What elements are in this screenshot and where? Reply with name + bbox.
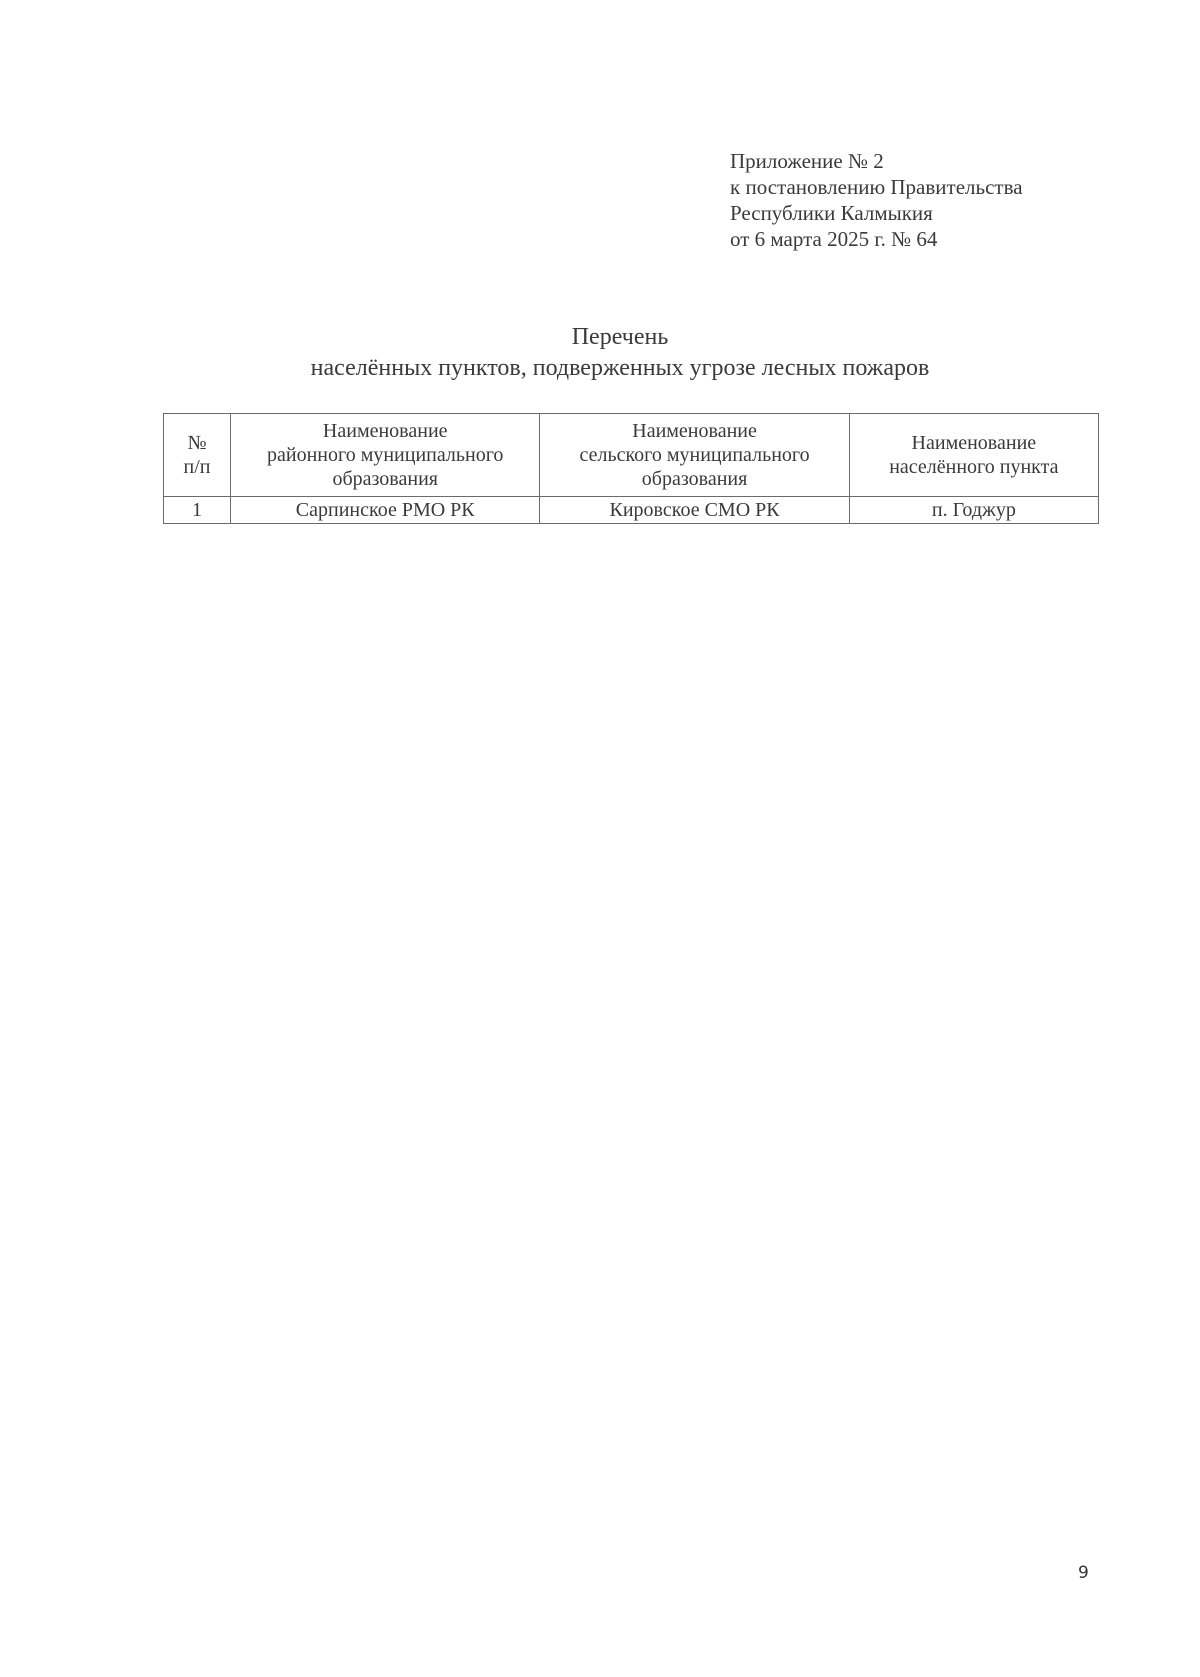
header-settlement [849,414,1098,497]
header-rural-line-3: образования [641,468,748,490]
header-number-line-1: № [187,432,207,454]
header-district-line-3: образования [332,468,438,490]
header-district-line-1: Наименование [322,420,448,442]
document-title: Перечень [571,324,669,350]
table-header-row [164,414,1099,497]
appendix-line-2: к постановлению Правительства [730,175,1023,199]
appendix-header [730,148,1023,252]
appendix-line-4: от 6 марта 2025 г. № 64 [730,227,938,251]
document-subtitle: населённых пунктов, подверженных угрозе лесных пожаров [310,355,930,381]
cell-rural: Кировское СМО РК [540,497,849,524]
header-rural-line-2: сельского муниципального [579,444,810,466]
header-number [164,414,231,497]
appendix-line-1: Приложение № 2 [730,149,884,173]
page-number: 9 [1078,1563,1089,1583]
header-settlement-line-2: населённого пункта [889,456,1059,478]
appendix-line-3: Республики Калмыкия [730,201,933,225]
table-row [164,497,1099,524]
header-rural [540,414,849,497]
header-settlement-line-1: Наименование [911,432,1037,454]
cell-number: 1 [164,497,231,524]
header-number-line-2: п/п [183,456,211,478]
header-district [231,414,540,497]
cell-settlement: п. Годжур [849,497,1098,524]
header-district-line-2: районного муниципального [267,444,504,466]
cell-district: Сарпинское РМО РК [231,497,540,524]
header-rural-line-1: Наименование [632,420,757,442]
settlements-table [163,413,1099,524]
